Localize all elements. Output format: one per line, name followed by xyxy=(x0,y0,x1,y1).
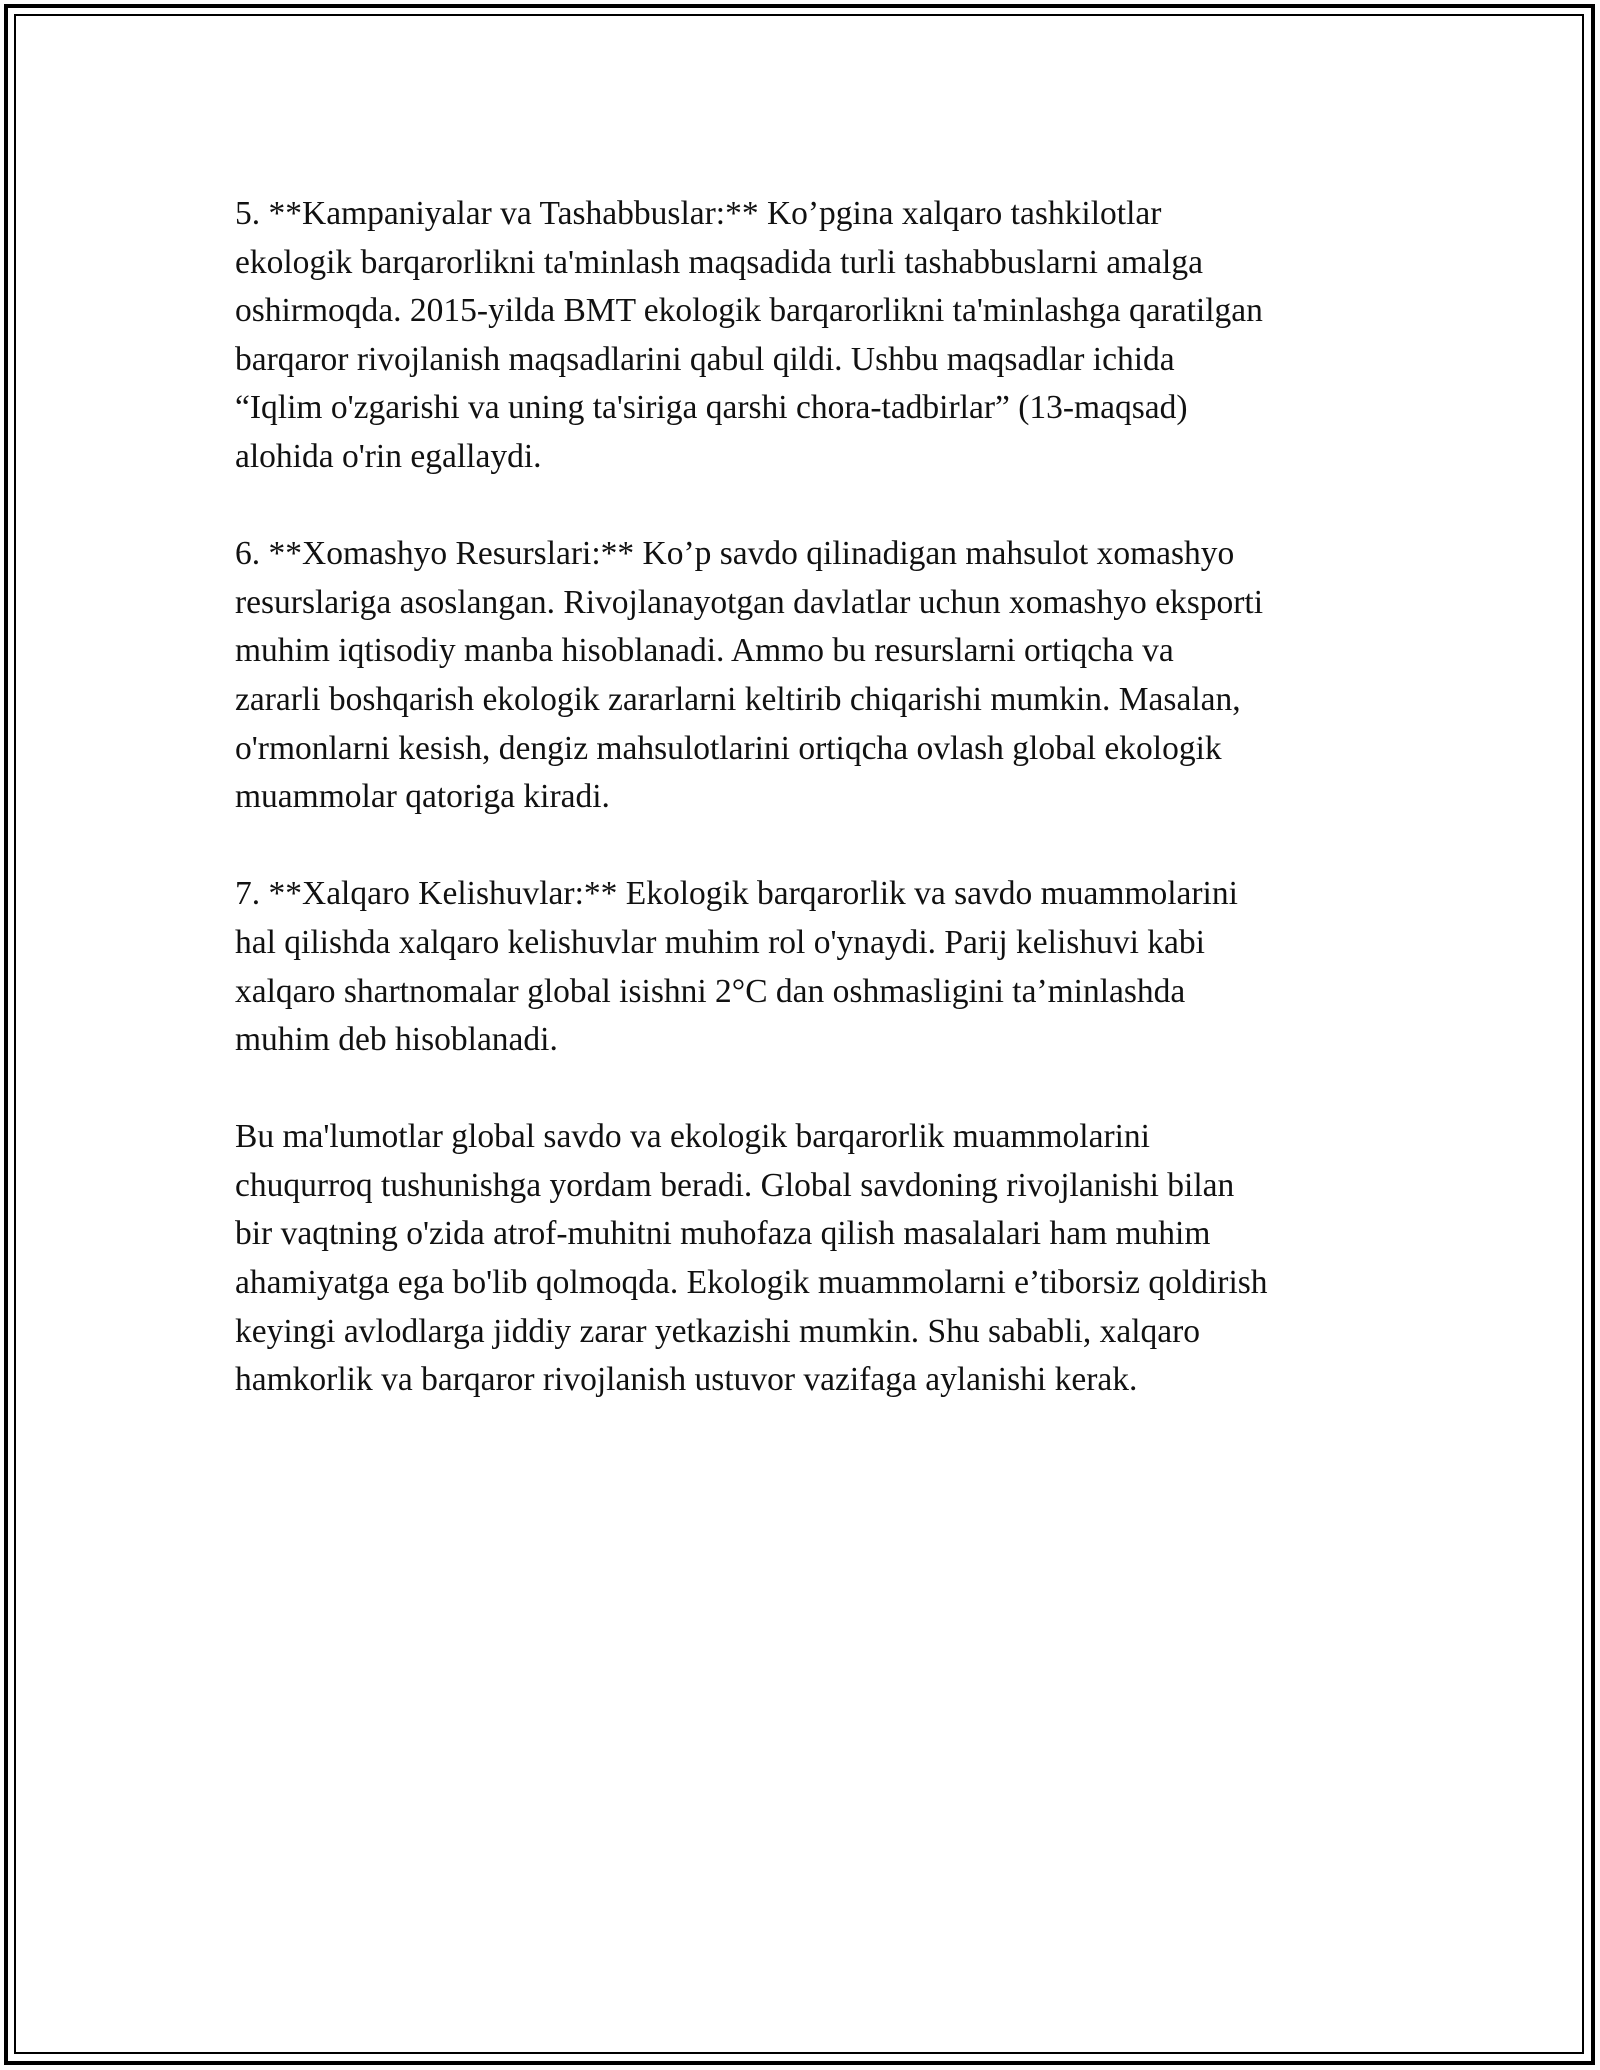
text-line: 7. **Xalqaro Kelishuvlar:** Ekologik barqarorlik va savdo muammolarini xyxy=(235,875,1238,913)
text-line: resurslariga asoslangan. Rivojlanayotgan davlatlar uchun xomashyo eksporti xyxy=(235,583,1263,621)
text-line: chuqurroq tushunishga yordam beradi. Global savdoning rivojlanishi bilan xyxy=(235,1166,1235,1204)
text-line: zararli boshqarish ekologik zararlarni keltirib chiqarishi mumkin. Masalan, xyxy=(235,680,1241,718)
text-line: ahamiyatga ega bo'lib qolmoqda. Ekologik muammolarni e’tiborsiz qoldirish xyxy=(235,1264,1268,1302)
text-line: hal qilishda xalqaro kelishuvlar muhim rol o'ynaydi. Parij kelishuvi kabi xyxy=(235,923,1205,961)
text-line: keyingi avlodlarga jiddiy zarar yetkazishi mumkin. Shu sababli, xalqaro xyxy=(235,1312,1201,1350)
text-line: bir vaqtning o'zida atrof-muhitni muhofaza qilish masalalari ham muhim xyxy=(235,1215,1211,1253)
text-line: 5. **Kampaniyalar va Tashabbuslar:** Ko’pgina xalqaro tashkilotlar xyxy=(235,195,1162,232)
paragraph-campaigns-initiatives xyxy=(235,190,1395,482)
document-body xyxy=(235,190,1395,1453)
text-line: “Iqlim o'zgarishi va uning ta'siriga qarshi chora-tadbirlar” (13-maqsad) xyxy=(235,389,1188,427)
text-line: ekologik barqarorlikni ta'minlash maqsadida turli tashabbuslarni amalga xyxy=(235,243,1203,281)
text-line: hamkorlik va barqaror rivojlanish ustuvor vazifaga aylanishi kerak. xyxy=(235,1361,1138,1399)
text-line: muhim iqtisodiy manba hisoblanadi. Ammo bu resurslarni ortiqcha va xyxy=(235,632,1174,670)
paragraph-raw-resources xyxy=(235,530,1395,822)
text-line: xalqaro shartnomalar global isishni 2°C dan oshmasligini ta’minlashda xyxy=(235,972,1186,1010)
paragraph-international-agreements xyxy=(235,870,1395,1064)
paragraph-conclusion xyxy=(235,1113,1395,1405)
text-line: alohida o'rin egallaydi. xyxy=(235,437,542,475)
text-line: oshirmoqda. 2015-yilda BMT ekologik barqarorlikni ta'minlashga qaratilgan xyxy=(235,292,1263,330)
text-line: Bu ma'lumotlar global savdo va ekologik barqarorlik muammolarini xyxy=(235,1118,1150,1156)
text-line: muammolar qatoriga kiradi. xyxy=(235,778,610,816)
text-line: 6. **Xomashyo Resurslari:** Ko’p savdo qilinadigan mahsulot xomashyo xyxy=(235,535,1235,573)
text-line: o'rmonlarni kesish, dengiz mahsulotlarini ortiqcha ovlash global ekologik xyxy=(235,729,1222,767)
text-line: muhim deb hisoblanadi. xyxy=(235,1021,558,1059)
text-line: barqaror rivojlanish maqsadlarini qabul qildi. Ushbu maqsadlar ichida xyxy=(235,340,1175,378)
